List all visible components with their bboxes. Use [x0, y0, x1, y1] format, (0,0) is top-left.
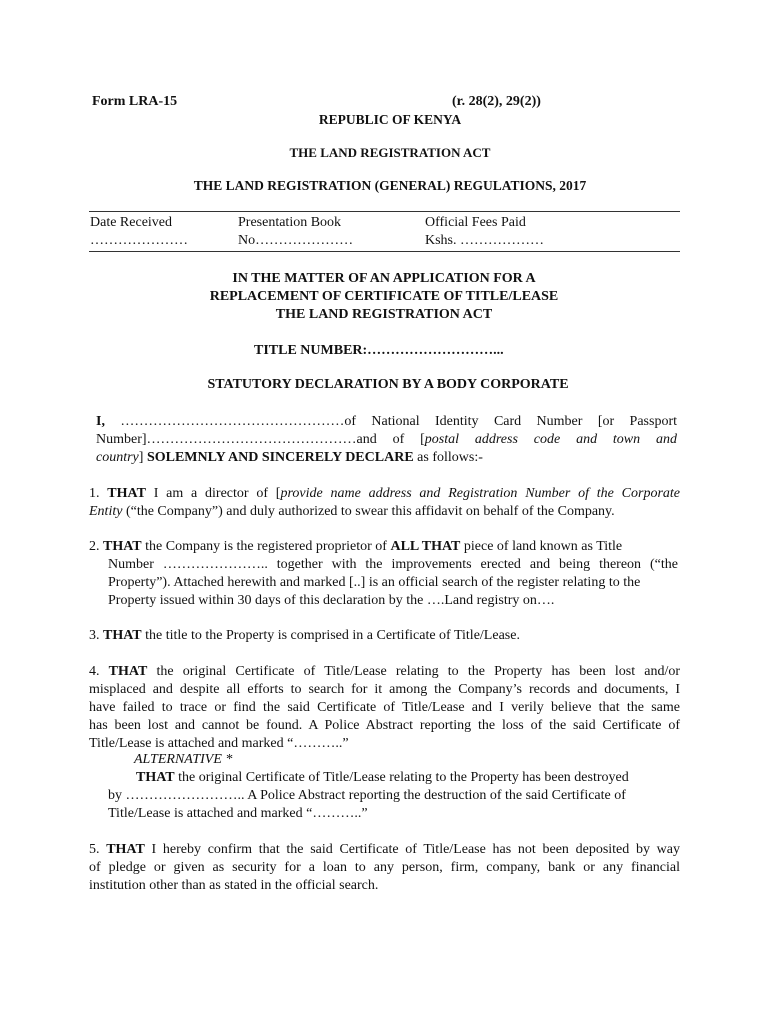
p3-line-1	[89, 627, 520, 645]
declarant-bracket: ]	[138, 450, 147, 465]
republic-heading: REPUBLIC OF KENYA	[318, 112, 462, 127]
p2-that: THAT	[103, 539, 142, 554]
declarant-line-2	[96, 431, 677, 449]
alternative-text-1: the original Certificate of Title/Lease relating to the Property has been destroyed	[174, 770, 629, 785]
form-number: Form LRA-15	[92, 94, 178, 109]
declarant-paragraph	[96, 413, 677, 467]
p1-entity: Entity	[89, 504, 123, 519]
declarant-passport: Number]………………………………………and of [	[96, 432, 425, 447]
paragraph-2-cont	[108, 556, 678, 610]
title-number: TITLE NUMBER:………………………...	[254, 343, 504, 358]
paragraph-1	[89, 485, 680, 521]
fees-paid-field	[425, 214, 544, 250]
p2-all-that: ALL THAT	[390, 539, 461, 554]
p1-number: 1.	[89, 486, 108, 501]
act-heading: THE LAND REGISTRATION ACT	[289, 145, 491, 160]
p2-text-b: piece of land known as Title	[460, 539, 623, 554]
p3-text: the title to the Property is comprised in a Certificate of Title/Lease.	[141, 628, 520, 643]
declarant-identity: …………………………………………of National Identity Card Number [or Passport	[104, 414, 677, 429]
p5-that: THAT	[106, 842, 145, 857]
declarant-line-3	[96, 449, 677, 467]
top-rule	[89, 211, 680, 212]
p1-line-2	[89, 503, 680, 521]
p3-number: 3.	[89, 628, 103, 643]
solemnly-declare: SOLEMNLY AND SINCERELY DECLARE	[146, 450, 414, 465]
p2-line-3: Property”). Attached herewith and marked [..] is an official search of the register relating to the	[108, 575, 641, 590]
p1-that: THAT	[107, 486, 146, 501]
date-received-label: Date Received	[90, 215, 173, 230]
declarant-line-1	[96, 413, 677, 431]
paragraph-3	[89, 627, 520, 645]
alternative-that: THAT	[136, 770, 175, 785]
fees-paid-label: Official Fees Paid	[425, 215, 526, 230]
p5-line-3: institution other than as stated in the official search.	[89, 878, 379, 893]
declarant-i: I,	[96, 414, 105, 429]
p5-number: 5.	[89, 842, 107, 857]
p5-line-2: of pledge or given as security for a loan to any person, firm, company, bank or any financial	[89, 860, 680, 875]
p5-text-1: I hereby confirm that the said Certificate of Title/Lease has not been deposited by way	[144, 842, 680, 857]
p1-line-1	[89, 485, 680, 503]
p2-text-a: the Company is the registered proprietor of	[141, 539, 391, 554]
matter-line-2: REPLACEMENT OF CERTIFICATE OF TITLE/LEASE	[209, 289, 559, 304]
as-follows: as follows:-	[413, 450, 483, 465]
p1-hint: provide name address and Registration Number of the Corporate	[280, 486, 680, 501]
p4-that: THAT	[108, 664, 148, 679]
alternative-line-2: by …………………….. A Police Abstract reporting the destruction of the said Certificate of	[108, 788, 626, 803]
alternative-label: ALTERNATIVE *	[134, 752, 233, 767]
paragraph-5	[89, 841, 680, 895]
alternative-cont	[108, 787, 626, 823]
p4-number: 4.	[89, 664, 109, 679]
date-received-value: …………………	[90, 233, 188, 248]
rule-reference: (r. 28(2), 29(2))	[452, 94, 541, 109]
p2-number: 2.	[89, 539, 103, 554]
matter-line-1: IN THE MATTER OF AN APPLICATION FOR A	[232, 271, 536, 286]
p4-text-1: the original Certificate of Title/Lease relating to the Property has been lost and/or	[147, 664, 681, 679]
p4-line-5: Title/Lease is attached and marked “………..”	[89, 736, 349, 751]
p1-text-a: I am a director of [	[145, 486, 281, 501]
presentation-book-value: No…………………	[238, 233, 354, 248]
p3-that: THAT	[103, 628, 142, 643]
alternative-line-1	[136, 769, 629, 787]
declarant-address-hint: postal address code and town and	[424, 432, 678, 447]
p4-line-3: have failed to trace or find the said Certificate of Title/Lease and I verily believe that the same	[89, 700, 680, 715]
p4-line-1	[89, 663, 680, 681]
matter-line-3: THE LAND REGISTRATION ACT	[275, 307, 493, 322]
p4-line-4: has been lost and cannot be found. A Police Abstract reporting the loss of the said Certificate of	[89, 718, 680, 733]
presentation-book-label: Presentation Book	[238, 215, 342, 230]
p2-line-1	[89, 538, 622, 556]
presentation-book-field	[238, 214, 353, 250]
p2-line-2: Number ………………….. together with the improvements erected and being thereon (“the	[108, 557, 678, 572]
p5-line-1	[89, 841, 680, 859]
bottom-rule	[89, 251, 680, 252]
fees-paid-value: Kshs. ………………	[425, 233, 545, 248]
paragraph-2	[89, 538, 622, 556]
alternative-line-3: Title/Lease is attached and marked “………..”	[108, 806, 368, 821]
p4-line-2: misplaced and despite all efforts to search for it among the Company’s records and documents, I	[89, 682, 680, 697]
matter-heading	[0, 270, 768, 324]
p2-line-4: Property issued within 30 days of this declaration by the ….Land registry on….	[108, 593, 555, 608]
declarant-country-hint: country	[96, 450, 139, 465]
regulations-heading: THE LAND REGISTRATION (GENERAL) REGULATIONS, 2017	[193, 178, 587, 193]
p1-text-b: (“the Company”) and duly authorized to swear this affidavit on behalf of the Company.	[122, 504, 615, 519]
paragraph-4	[89, 663, 680, 753]
date-received-field	[90, 214, 188, 250]
statutory-declaration-heading: STATUTORY DECLARATION BY A BODY CORPORATE	[207, 377, 569, 392]
